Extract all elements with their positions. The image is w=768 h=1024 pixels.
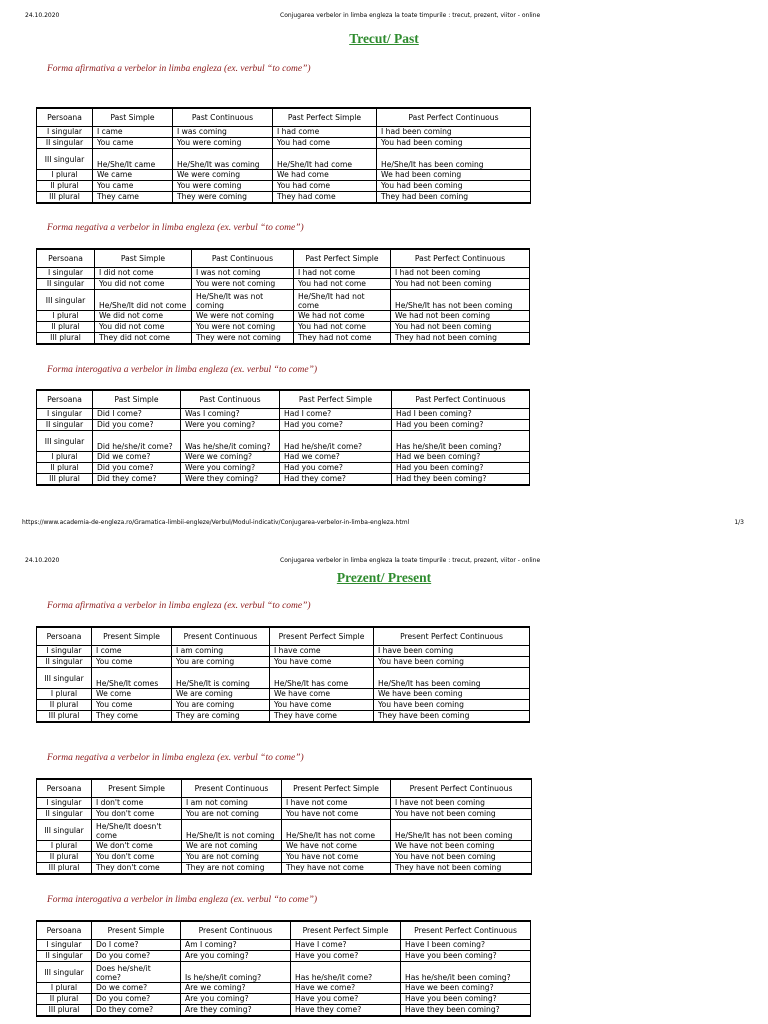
- conjugation-cell: Have you been coming?: [401, 951, 531, 962]
- conjugation-cell: Had you been coming?: [392, 463, 530, 474]
- conjugation-cell: Do you come?: [92, 994, 181, 1005]
- conjugation-cell: They had been coming: [377, 192, 531, 204]
- conjugation-cell: I don't come: [92, 798, 182, 809]
- conjugation-cell: You had been coming: [377, 181, 531, 192]
- column-header: Past Continuous: [192, 249, 294, 268]
- table-row: [37, 798, 532, 809]
- table-row: [37, 279, 530, 290]
- conjugation-cell: You came: [93, 181, 173, 192]
- table-row: [37, 657, 530, 668]
- caption-past-negative: Forma negativa a verbelor in limba engleza (ex. verbul “to come”): [47, 223, 304, 233]
- conjugation-cell: Has he/she/it come?: [291, 962, 401, 983]
- conjugation-cell: Did I come?: [93, 409, 181, 420]
- conjugation-cell: They come: [92, 711, 172, 723]
- person-cell: III singular: [37, 820, 92, 841]
- conjugation-cell: I had not come: [294, 268, 391, 279]
- conjugation-cell: He/She/It has been coming: [374, 668, 530, 689]
- column-header: Past Perfect Continuous: [392, 390, 530, 409]
- person-cell: III plural: [37, 333, 95, 345]
- conjugation-cell: I have not been coming: [391, 798, 532, 809]
- conjugation-cell: You are not coming: [182, 809, 282, 820]
- column-header: Present Perfect Continuous: [391, 779, 532, 798]
- person-cell: I singular: [37, 268, 95, 279]
- column-header: Present Simple: [92, 921, 181, 940]
- conjugation-cell: You are coming: [172, 657, 270, 668]
- conjugation-cell: He/She/It is not coming: [182, 820, 282, 841]
- conjugation-cell: Was he/she/it coming?: [181, 431, 280, 452]
- conjugation-cell: You come: [92, 657, 172, 668]
- conjugation-cell: You did not come: [95, 279, 192, 290]
- section-title-past: Trecut/ Past: [349, 31, 419, 46]
- conjugation-cell: We come: [92, 689, 172, 700]
- person-cell: III plural: [37, 474, 93, 486]
- table-header-row: [37, 108, 531, 127]
- conjugation-cell: Did you come?: [93, 463, 181, 474]
- conjugation-cell: You come: [92, 700, 172, 711]
- table-header-row: [37, 921, 531, 940]
- person-cell: III plural: [37, 711, 92, 723]
- column-header: Past Simple: [95, 249, 192, 268]
- column-header: Past Perfect Simple: [294, 249, 391, 268]
- column-header: Past Simple: [93, 108, 173, 127]
- conjugation-cell: Have they been coming?: [401, 1005, 531, 1017]
- conjugation-cell: We did not come: [95, 311, 192, 322]
- conjugation-cell: We have not been coming: [391, 841, 532, 852]
- conjugation-cell: We had come: [273, 170, 377, 181]
- conjugation-cell: Are they coming?: [181, 1005, 291, 1017]
- conjugation-cell: We had not come: [294, 311, 391, 322]
- person-cell: II singular: [37, 420, 93, 431]
- conjugation-cell: You had not been coming: [391, 322, 530, 333]
- conjugation-cell: You came: [93, 138, 173, 149]
- table-row: [37, 852, 532, 863]
- table-row: [37, 689, 530, 700]
- person-cell: I singular: [37, 940, 92, 951]
- conjugation-cell: I was not coming: [192, 268, 294, 279]
- conjugation-cell: They did not come: [95, 333, 192, 345]
- column-header: Present Simple: [92, 627, 172, 646]
- conjugation-cell: Did we come?: [93, 452, 181, 463]
- conjugation-cell: We have not come: [282, 841, 391, 852]
- conjugation-cell: Had I been coming?: [392, 409, 530, 420]
- conjugation-cell: We came: [93, 170, 173, 181]
- conjugation-cell: You don't come: [92, 809, 182, 820]
- table-row: [37, 940, 531, 951]
- conjugation-cell: We are coming: [172, 689, 270, 700]
- column-header: Persoana: [37, 779, 92, 798]
- conjugation-cell: They have been coming: [374, 711, 530, 723]
- conjugation-cell: Do you come?: [92, 951, 181, 962]
- table-row: [37, 700, 530, 711]
- conjugation-cell: Have I been coming?: [401, 940, 531, 951]
- conjugation-cell: Had they been coming?: [392, 474, 530, 486]
- column-header: Present Perfect Continuous: [374, 627, 530, 646]
- person-cell: II plural: [37, 994, 92, 1005]
- person-cell: I singular: [37, 409, 93, 420]
- conjugation-cell: We had not been coming: [391, 311, 530, 322]
- table-row: [37, 311, 530, 322]
- conjugation-cell: They were not coming: [192, 333, 294, 345]
- caption-present-negative: Forma negativa a verbelor in limba engleza (ex. verbul “to come”): [47, 753, 304, 763]
- table-row: [37, 127, 531, 138]
- person-cell: I plural: [37, 689, 92, 700]
- conjugation-cell: You were coming: [173, 138, 273, 149]
- column-header: Present Perfect Simple: [291, 921, 401, 940]
- conjugation-cell: We had been coming: [377, 170, 531, 181]
- table-row: [37, 1005, 531, 1017]
- table-row: [37, 863, 532, 875]
- table-row: [37, 170, 531, 181]
- caption-past-interrogative: Forma interogativa a verbelor in limba engleza (ex. verbul “to come”): [47, 365, 318, 375]
- conjugation-cell: You don't come: [92, 852, 182, 863]
- conjugation-cell: Were you coming?: [181, 420, 280, 431]
- person-cell: I singular: [37, 127, 93, 138]
- conjugation-cell: He/She/It had come: [273, 149, 377, 170]
- column-header: Past Continuous: [181, 390, 280, 409]
- conjugation-cell: They had not been coming: [391, 333, 530, 345]
- conjugation-cell: Do we come?: [92, 983, 181, 994]
- conjugation-cell: Had we been coming?: [392, 452, 530, 463]
- column-header: Past Continuous: [173, 108, 273, 127]
- conjugation-cell: They are coming: [172, 711, 270, 723]
- conjugation-cell: He/She/It was not coming: [192, 290, 294, 311]
- person-cell: III plural: [37, 863, 92, 875]
- conjugation-cell: Are you coming?: [181, 994, 291, 1005]
- table-row: [37, 192, 531, 204]
- conjugation-cell: You have come: [270, 657, 374, 668]
- person-cell: I singular: [37, 798, 92, 809]
- table-row: [37, 333, 530, 345]
- print-url: https://www.academia-de-engleza.ro/Gramatica-limbii-engleze/Verbul/Modul-indicativ/Conjugarea-verbelor-in-limba-engleza.html: [22, 519, 410, 526]
- conjugation-cell: You had been coming: [377, 138, 531, 149]
- conjugation-cell: Have you been coming?: [401, 994, 531, 1005]
- column-header: Persoana: [37, 390, 93, 409]
- table-row: [37, 181, 531, 192]
- person-cell: II singular: [37, 657, 92, 668]
- conjugation-cell: Is he/she/it coming?: [181, 962, 291, 983]
- conjugation-cell: They have not come: [282, 863, 391, 875]
- table-header-row: [37, 627, 530, 646]
- table-row: [37, 138, 531, 149]
- conjugation-cell: You have not come: [282, 809, 391, 820]
- person-cell: III singular: [37, 668, 92, 689]
- conjugation-cell: Am I coming?: [181, 940, 291, 951]
- conjugation-cell: You had not been coming: [391, 279, 530, 290]
- column-header: Present Continuous: [182, 779, 282, 798]
- person-cell: III singular: [37, 290, 95, 311]
- table-row: [37, 322, 530, 333]
- table-present-negative: [36, 778, 532, 875]
- table-past-interrogative: [36, 389, 530, 486]
- conjugation-cell: Were we coming?: [181, 452, 280, 463]
- conjugation-cell: Did he/she/it come?: [93, 431, 181, 452]
- conjugation-cell: He/She/It has not come: [282, 820, 391, 841]
- conjugation-cell: They had come: [273, 192, 377, 204]
- conjugation-cell: I had come: [273, 127, 377, 138]
- conjugation-cell: You have been coming: [374, 700, 530, 711]
- conjugation-cell: Had we come?: [280, 452, 392, 463]
- person-cell: II plural: [37, 852, 92, 863]
- conjugation-cell: You have been coming: [374, 657, 530, 668]
- conjugation-cell: You had not come: [294, 322, 391, 333]
- conjugation-cell: I am coming: [172, 646, 270, 657]
- conjugation-cell: You have not been coming: [391, 809, 532, 820]
- table-row: [37, 268, 530, 279]
- table-past-affirmative: [36, 107, 531, 204]
- conjugation-cell: Have I come?: [291, 940, 401, 951]
- print-date: 24.10.2020: [25, 12, 60, 19]
- table-row: [37, 646, 530, 657]
- conjugation-cell: You had not come: [294, 279, 391, 290]
- conjugation-cell: He/She/It is coming: [172, 668, 270, 689]
- conjugation-cell: Had he/she/it come?: [280, 431, 392, 452]
- person-cell: II singular: [37, 809, 92, 820]
- conjugation-cell: They don't come: [92, 863, 182, 875]
- conjugation-cell: They had not come: [294, 333, 391, 345]
- conjugation-cell: We have come: [270, 689, 374, 700]
- column-header: Present Continuous: [172, 627, 270, 646]
- conjugation-cell: He/She/It did not come: [95, 290, 192, 311]
- conjugation-cell: Have you come?: [291, 994, 401, 1005]
- conjugation-cell: He/She/It has not been coming: [391, 290, 530, 311]
- column-header: Past Simple: [93, 390, 181, 409]
- conjugation-cell: He/She/It has come: [270, 668, 374, 689]
- table-present-interrogative: [36, 920, 531, 1017]
- conjugation-cell: You were not coming: [192, 322, 294, 333]
- conjugation-cell: You are coming: [172, 700, 270, 711]
- conjugation-cell: They have not been coming: [391, 863, 532, 875]
- conjugation-cell: We were not coming: [192, 311, 294, 322]
- conjugation-cell: You have not been coming: [391, 852, 532, 863]
- conjugation-cell: You are not coming: [182, 852, 282, 863]
- person-cell: III plural: [37, 192, 93, 204]
- conjugation-cell: He/She/It came: [93, 149, 173, 170]
- table-row: [37, 290, 530, 311]
- column-header: Present Simple: [92, 779, 182, 798]
- conjugation-cell: I have been coming: [374, 646, 530, 657]
- column-header: Persoana: [37, 627, 92, 646]
- conjugation-cell: Are we coming?: [181, 983, 291, 994]
- conjugation-cell: You were coming: [173, 181, 273, 192]
- caption-present-interrogative: Forma interogativa a verbelor in limba engleza (ex. verbul “to come”): [47, 895, 318, 905]
- table-row: [37, 983, 531, 994]
- table-row: [37, 452, 530, 463]
- table-row: [37, 994, 531, 1005]
- table-row: [37, 420, 530, 431]
- conjugation-cell: I have not come: [282, 798, 391, 809]
- column-header: Past Perfect Continuous: [391, 249, 530, 268]
- column-header: Persoana: [37, 921, 92, 940]
- person-cell: III singular: [37, 149, 93, 170]
- conjugation-cell: I came: [93, 127, 173, 138]
- conjugation-cell: I am not coming: [182, 798, 282, 809]
- person-cell: II plural: [37, 700, 92, 711]
- table-past-negative: [36, 248, 530, 345]
- column-header: Persoana: [37, 249, 95, 268]
- table-row: [37, 820, 532, 841]
- caption-past-affirmative: Forma afirmativa a verbelor in limba engleza (ex. verbul “to come”): [47, 64, 311, 74]
- conjugation-cell: He/She/It had not come: [294, 290, 391, 311]
- print-page-number: 1/3: [734, 519, 744, 526]
- conjugation-cell: They are not coming: [182, 863, 282, 875]
- column-header: Past Perfect Simple: [273, 108, 377, 127]
- person-cell: III singular: [37, 962, 92, 983]
- column-header: Past Perfect Simple: [280, 390, 392, 409]
- table-row: [37, 962, 531, 983]
- column-header: Present Perfect Simple: [282, 779, 391, 798]
- person-cell: III singular: [37, 431, 93, 452]
- conjugation-cell: He/She/It was coming: [173, 149, 273, 170]
- person-cell: II plural: [37, 463, 93, 474]
- conjugation-cell: Did they come?: [93, 474, 181, 486]
- conjugation-cell: I had not been coming: [391, 268, 530, 279]
- conjugation-cell: Had you come?: [280, 420, 392, 431]
- conjugation-cell: You have not come: [282, 852, 391, 863]
- conjugation-cell: He/She/It comes: [92, 668, 172, 689]
- column-header: Present Perfect Continuous: [401, 921, 531, 940]
- conjugation-cell: I was coming: [173, 127, 273, 138]
- conjugation-cell: Had they come?: [280, 474, 392, 486]
- person-cell: I plural: [37, 452, 93, 463]
- conjugation-cell: Have you come?: [291, 951, 401, 962]
- table-header-row: [37, 390, 530, 409]
- conjugation-cell: He/She/It doesn't come: [92, 820, 182, 841]
- table-row: [37, 474, 530, 486]
- conjugation-cell: Had you been coming?: [392, 420, 530, 431]
- conjugation-cell: Did you come?: [93, 420, 181, 431]
- conjugation-cell: They came: [93, 192, 173, 204]
- conjugation-cell: You had come: [273, 181, 377, 192]
- conjugation-cell: Do they come?: [92, 1005, 181, 1017]
- column-header: Past Perfect Continuous: [377, 108, 531, 127]
- conjugation-cell: We have been coming: [374, 689, 530, 700]
- person-cell: I plural: [37, 841, 92, 852]
- conjugation-cell: I had been coming: [377, 127, 531, 138]
- table-row: [37, 409, 530, 420]
- conjugation-cell: I did not come: [95, 268, 192, 279]
- conjugation-cell: I have come: [270, 646, 374, 657]
- conjugation-cell: You did not come: [95, 322, 192, 333]
- person-cell: II singular: [37, 951, 92, 962]
- person-cell: I plural: [37, 170, 93, 181]
- conjugation-cell: Were you coming?: [181, 463, 280, 474]
- person-cell: I plural: [37, 311, 95, 322]
- column-header: Persoana: [37, 108, 93, 127]
- caption-present-affirmative: Forma afirmativa a verbelor in limba engleza (ex. verbul “to come”): [47, 601, 311, 611]
- table-row: [37, 841, 532, 852]
- person-cell: I singular: [37, 646, 92, 657]
- conjugation-cell: You had come: [273, 138, 377, 149]
- conjugation-cell: Are you coming?: [181, 951, 291, 962]
- conjugation-cell: Had you come?: [280, 463, 392, 474]
- conjugation-cell: You were not coming: [192, 279, 294, 290]
- conjugation-cell: He/She/It has not been coming: [391, 820, 532, 841]
- column-header: Present Perfect Simple: [270, 627, 374, 646]
- conjugation-cell: Has he/she/it been coming?: [401, 962, 531, 983]
- print-doc-title: Conjugarea verbelor in limba engleza la toate timpurile : trecut, prezent, viitor - online: [280, 557, 541, 564]
- table-row: [37, 951, 531, 962]
- conjugation-cell: We are not coming: [182, 841, 282, 852]
- print-date: 24.10.2020: [25, 557, 60, 564]
- table-row: [37, 431, 530, 452]
- conjugation-cell: We were coming: [173, 170, 273, 181]
- conjugation-cell: Were they coming?: [181, 474, 280, 486]
- table-header-row: [37, 779, 532, 798]
- table-present-affirmative: [36, 626, 530, 723]
- conjugation-cell: He/She/It has been coming: [377, 149, 531, 170]
- conjugation-cell: You have come: [270, 700, 374, 711]
- conjugation-cell: Do I come?: [92, 940, 181, 951]
- section-title-present: Prezent/ Present: [336, 570, 432, 585]
- conjugation-cell: Have they come?: [291, 1005, 401, 1017]
- conjugation-cell: Does he/she/it come?: [92, 962, 181, 983]
- conjugation-cell: Have we come?: [291, 983, 401, 994]
- table-row: [37, 668, 530, 689]
- conjugation-cell: I come: [92, 646, 172, 657]
- conjugation-cell: Has he/she/it been coming?: [392, 431, 530, 452]
- conjugation-cell: Was I coming?: [181, 409, 280, 420]
- conjugation-cell: They have come: [270, 711, 374, 723]
- person-cell: III plural: [37, 1005, 92, 1017]
- table-row: [37, 711, 530, 723]
- table-row: [37, 149, 531, 170]
- person-cell: II plural: [37, 181, 93, 192]
- conjugation-cell: We don't come: [92, 841, 182, 852]
- column-header: Present Continuous: [181, 921, 291, 940]
- person-cell: II singular: [37, 279, 95, 290]
- conjugation-cell: Have we been coming?: [401, 983, 531, 994]
- print-doc-title: Conjugarea verbelor in limba engleza la toate timpurile : trecut, prezent, viitor - online: [280, 12, 541, 19]
- person-cell: I plural: [37, 983, 92, 994]
- conjugation-cell: They were coming: [173, 192, 273, 204]
- table-row: [37, 463, 530, 474]
- table-row: [37, 809, 532, 820]
- conjugation-cell: Had I come?: [280, 409, 392, 420]
- table-header-row: [37, 249, 530, 268]
- person-cell: II plural: [37, 322, 95, 333]
- person-cell: II singular: [37, 138, 93, 149]
